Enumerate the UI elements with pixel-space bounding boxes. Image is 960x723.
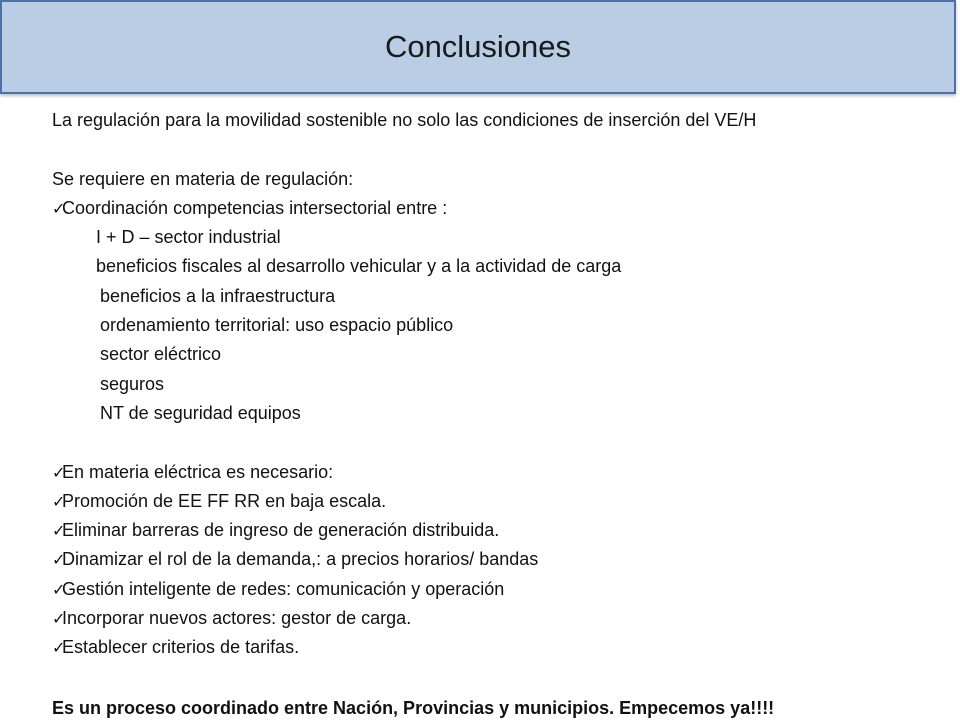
- list-item: ✓Establecer criterios de tarifas.: [52, 633, 942, 662]
- list-item: ✓En materia eléctrica es necesario:: [52, 458, 942, 487]
- list-item: ✓Dinamizar el rol de la demanda,: a precios horarios/ bandas: [52, 545, 942, 574]
- checkmark-icon: ✓: [52, 609, 66, 629]
- list-item: ✓Eliminar barreras de ingreso de generación distribuida.: [52, 516, 942, 545]
- title-bar: [0, 0, 956, 94]
- list-item: ✓Gestión inteligente de redes: comunicación y operación: [52, 575, 942, 604]
- checkmark-icon: ✓: [52, 491, 66, 511]
- checkmark-icon: ✓: [52, 521, 66, 541]
- sub-item: NT de seguridad equipos: [100, 402, 301, 423]
- checkmark-icon: ✓: [52, 550, 66, 570]
- checkmark-icon: ✓: [52, 462, 66, 482]
- section1-heading: Se requiere en materia de regulación:: [52, 168, 354, 189]
- sub-item: seguros: [100, 373, 165, 394]
- checkmark-icon: ✓: [52, 198, 66, 218]
- checkmark-icon: ✓: [52, 638, 66, 658]
- list-item: ✓Coordinación competencias intersectorial entre :: [52, 194, 942, 223]
- list-item: ✓Incorporar nuevos actores: gestor de carga.: [52, 604, 942, 633]
- sub-item: beneficios a la infraestructura: [100, 285, 336, 306]
- sub-item: ordenamiento territorial: uso espacio público: [100, 315, 454, 336]
- sub-item: sector eléctrico: [100, 344, 222, 365]
- sub-item: beneficios fiscales al desarrollo vehicular y a la actividad de carga: [96, 256, 622, 277]
- closing-statement: Es un proceso coordinado entre Nación, Provincias y municipios. Empecemos ya!!!!: [52, 697, 775, 718]
- slide-title: Conclusiones: [384, 29, 572, 64]
- checkmark-icon: ✓: [52, 579, 66, 599]
- sub-item: I + D – sector industrial: [96, 227, 281, 248]
- slide-body: [52, 106, 942, 723]
- list-item: ✓Promoción de EE FF RR en baja escala.: [52, 487, 942, 516]
- intro-text: La regulación para la movilidad sostenible no solo las condiciones de inserción del VE/H: [52, 110, 757, 130]
